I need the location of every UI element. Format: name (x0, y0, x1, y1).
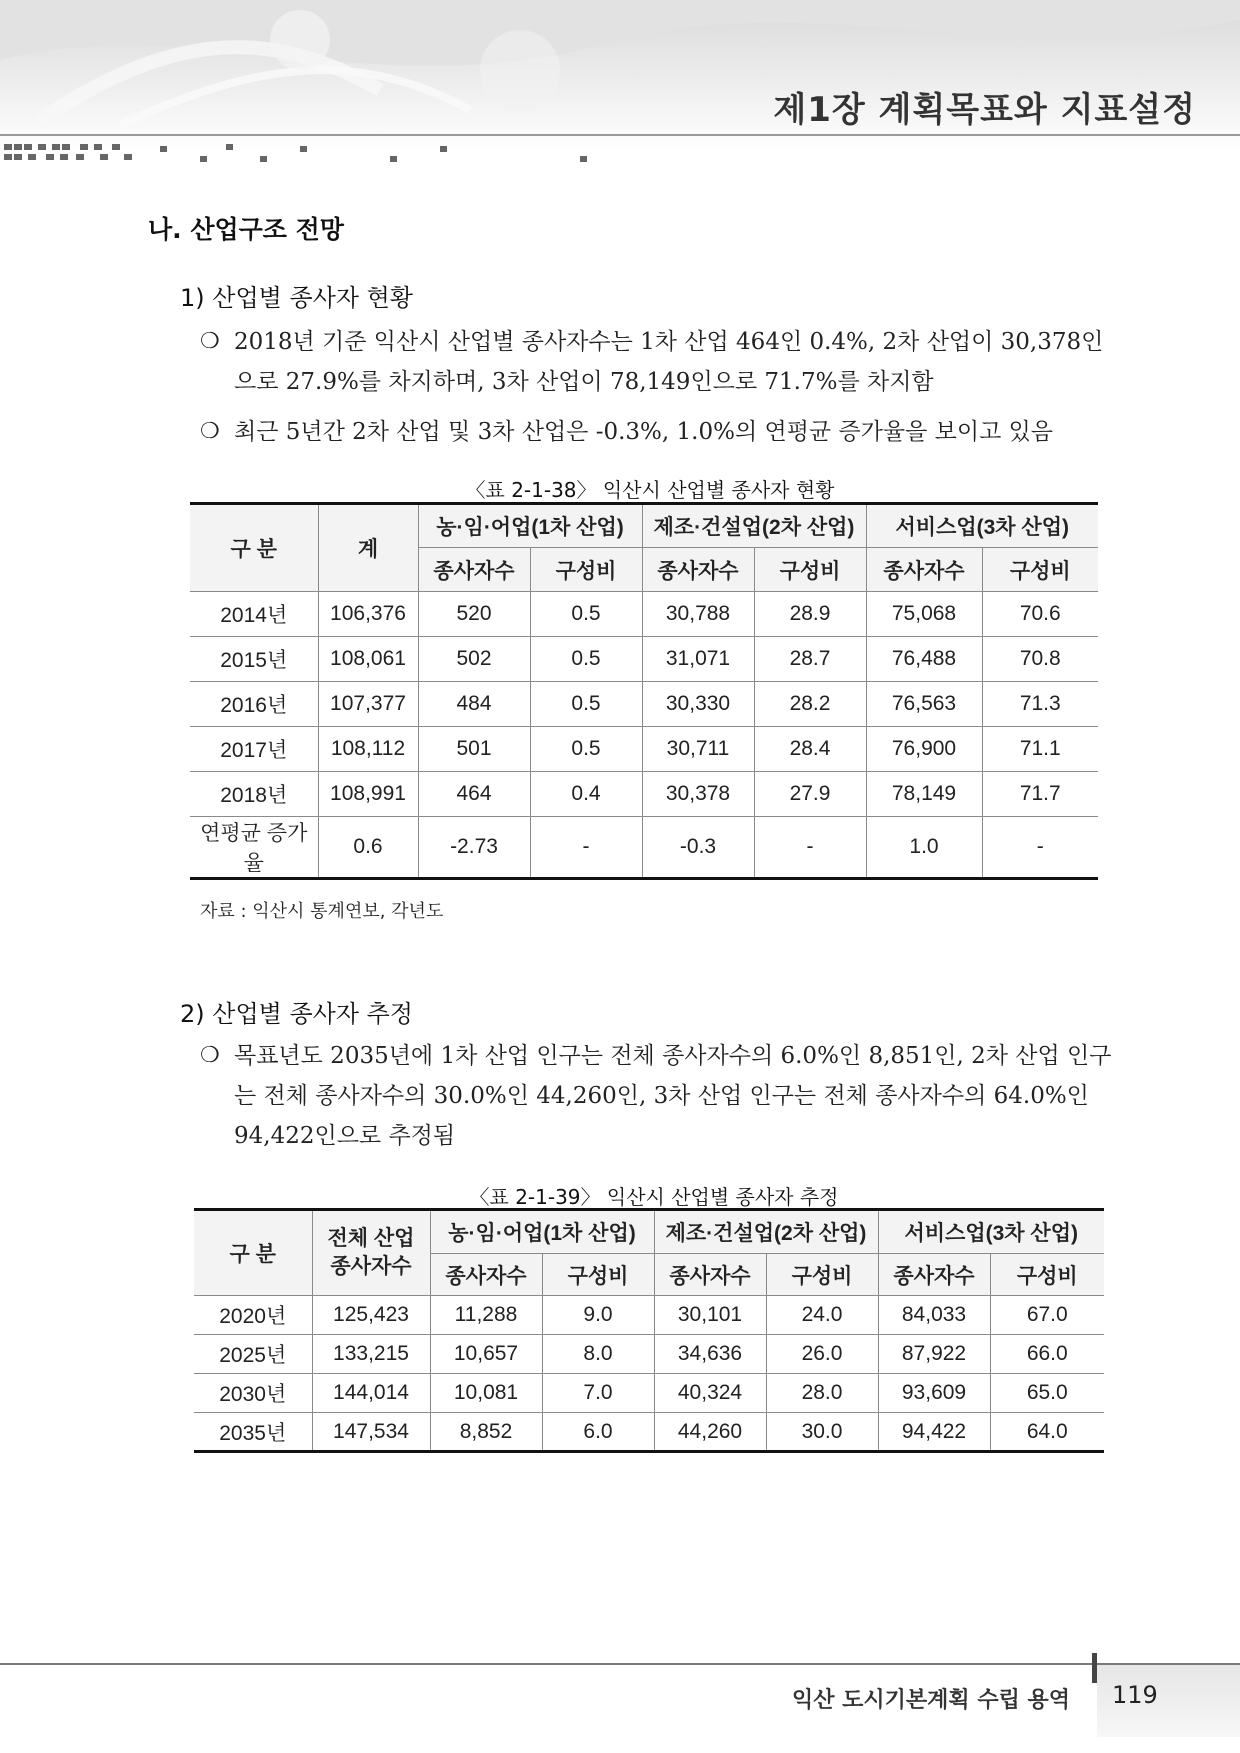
table-cell: 0.6 (318, 817, 418, 879)
table-row (194, 1296, 1104, 1335)
table-cell: -0.3 (642, 817, 754, 879)
table-cell: 501 (418, 727, 530, 772)
table-cell: 28.4 (754, 727, 866, 772)
table-cell: - (982, 817, 1098, 879)
paragraph-text: 최근 5년간 2차 산업 및 3차 산업은 -0.3%, 1.0%의 연평균 증가율을 보이고 있음 (234, 419, 1054, 445)
table-cell: 30.0 (766, 1413, 878, 1452)
table-cell: 1.0 (866, 817, 982, 879)
page-number: 119 (1112, 1681, 1158, 1709)
table-cell: 28.0 (766, 1374, 878, 1413)
table-cell: 75,068 (866, 592, 982, 637)
table-row (194, 1413, 1104, 1452)
table-cell: 502 (418, 637, 530, 682)
table-cell: 76,900 (866, 727, 982, 772)
table-cell: 0.5 (530, 637, 642, 682)
table-caption-2: 〈표 2-1-39〉 익산시 산업별 종사자 추정 (469, 1185, 839, 1209)
table-cell: 11,288 (430, 1296, 542, 1335)
employment-status-table (190, 502, 1098, 880)
paragraph-text: 목표년도 2035년에 1차 산업 인구는 전체 종사자수의 6.0%인 8,851인, 2차 산업 인구는 전체 종사자수의 30.0%인 44,260인, 3차 산업 인구는 전체 종사자수의 64.0%인 94,422인으로 추정됨 (234, 1043, 1112, 1149)
table-cell: 76,488 (866, 637, 982, 682)
header-category: 구 분 (194, 1210, 312, 1296)
table-cell: 28.7 (754, 637, 866, 682)
header-workers: 종사자수 (430, 1254, 542, 1296)
subsection-heading-1: 1) 산업별 종사자 현황 (180, 284, 413, 312)
paragraph-3 (200, 1036, 1120, 1156)
table-cell: 108,991 (318, 772, 418, 817)
row-label-cell: 2016년 (190, 682, 318, 727)
header-ratio: 구성비 (542, 1254, 654, 1296)
table-cell: 8,852 (430, 1413, 542, 1452)
row-label-cell: 2025년 (194, 1335, 312, 1374)
table-cell: 6.0 (542, 1413, 654, 1452)
table-row (194, 1374, 1104, 1413)
table-cell: 9.0 (542, 1296, 654, 1335)
table-cell: 65.0 (990, 1374, 1104, 1413)
table-cell: 44,260 (654, 1413, 766, 1452)
table-cell: 28.2 (754, 682, 866, 727)
paragraph-1 (200, 322, 1120, 402)
table-row (190, 592, 1098, 637)
table-cell: 30,378 (642, 772, 754, 817)
table-row (194, 1335, 1104, 1374)
table-cell: 30,788 (642, 592, 754, 637)
table-cell: 70.6 (982, 592, 1098, 637)
decorative-pixel-icon (0, 142, 620, 166)
bullet-icon: ❍ (200, 1043, 220, 1068)
header-workers: 종사자수 (654, 1254, 766, 1296)
header-tertiary: 서비스업(3차 산업) (866, 504, 1098, 548)
section-heading: 나. 산업구조 전망 (148, 215, 344, 244)
header-workers: 종사자수 (418, 548, 530, 592)
table-cell: 76,563 (866, 682, 982, 727)
table-cell: 107,377 (318, 682, 418, 727)
table-cell: 27.9 (754, 772, 866, 817)
table-cell: 94,422 (878, 1413, 990, 1452)
table-cell: 108,112 (318, 727, 418, 772)
row-label-cell: 2014년 (190, 592, 318, 637)
header-workers: 종사자수 (866, 548, 982, 592)
table-cell: 87,922 (878, 1335, 990, 1374)
table-cell: 78,149 (866, 772, 982, 817)
header-ratio: 구성비 (766, 1254, 878, 1296)
bullet-icon: ❍ (200, 419, 220, 444)
table-cell: 0.5 (530, 727, 642, 772)
header-workers: 종사자수 (878, 1254, 990, 1296)
table-cell: 64.0 (990, 1413, 1104, 1452)
table-cell: 520 (418, 592, 530, 637)
table-cell: 71.7 (982, 772, 1098, 817)
header-workers: 종사자수 (642, 548, 754, 592)
table-cell: 24.0 (766, 1296, 878, 1335)
table-cell: 30,101 (654, 1296, 766, 1335)
table-cell: 28.9 (754, 592, 866, 637)
table-cell: 464 (418, 772, 530, 817)
table-row (190, 727, 1098, 772)
table-cell: 26.0 (766, 1335, 878, 1374)
table-cell: 71.3 (982, 682, 1098, 727)
table-cell: - (754, 817, 866, 879)
paragraph-text: 2018년 기준 익산시 산업별 종사자수는 1차 산업 464인 0.4%, 2차 산업이 30,378인으로 27.9%를 차지하며, 3차 산업이 78,149인으로 71.7%를 차지함 (234, 329, 1104, 395)
page-header (0, 0, 1240, 150)
header-primary: 농·임·어업(1차 산업) (418, 504, 642, 548)
header-ratio: 구성비 (982, 548, 1098, 592)
footer-bar (1092, 1653, 1097, 1683)
employment-estimate-table (194, 1208, 1104, 1453)
row-label-cell: 2035년 (194, 1413, 312, 1452)
table-cell: 8.0 (542, 1335, 654, 1374)
header-secondary: 제조·건설업(2차 산업) (642, 504, 866, 548)
header-secondary: 제조·건설업(2차 산업) (654, 1210, 878, 1254)
header-total-line2: 종사자수 (330, 1255, 412, 1278)
table-row (190, 682, 1098, 727)
paragraph-2 (200, 412, 1120, 452)
table-cell: 106,376 (318, 592, 418, 637)
table-cell: 30,330 (642, 682, 754, 727)
header-ratio: 구성비 (754, 548, 866, 592)
header-tertiary: 서비스업(3차 산업) (878, 1210, 1104, 1254)
row-label-cell: 2020년 (194, 1296, 312, 1335)
header-category: 구 분 (190, 504, 318, 592)
header-rule (0, 134, 1240, 136)
table-cell: 0.5 (530, 682, 642, 727)
table-cell: 40,324 (654, 1374, 766, 1413)
header-primary: 농·임·어업(1차 산업) (430, 1210, 654, 1254)
table-cell: 66.0 (990, 1335, 1104, 1374)
header-total-line1: 전체 산업 (327, 1227, 415, 1250)
table-source: 자료 : 익산시 통계연보, 각년도 (200, 901, 444, 922)
table-row (190, 772, 1098, 817)
footer-rule (0, 1663, 1240, 1665)
table-cell: 147,534 (312, 1413, 430, 1452)
table-cell: 133,215 (312, 1335, 430, 1374)
table-cell: - (530, 817, 642, 879)
table-cell: 34,636 (654, 1335, 766, 1374)
table-cell: 125,423 (312, 1296, 430, 1335)
table-cell: 67.0 (990, 1296, 1104, 1335)
table-cell: 144,014 (312, 1374, 430, 1413)
row-label-cell: 2017년 (190, 727, 318, 772)
header-ratio: 구성비 (990, 1254, 1104, 1296)
table-caption-1: 〈표 2-1-38〉 익산시 산업별 종사자 현황 (465, 478, 835, 502)
table-cell: 71.1 (982, 727, 1098, 772)
table-cell: 93,609 (878, 1374, 990, 1413)
table-cell: 0.5 (530, 592, 642, 637)
table-cell: -2.73 (418, 817, 530, 879)
table-cell: 31,071 (642, 637, 754, 682)
table-cell: 70.8 (982, 637, 1098, 682)
table-cell: 108,061 (318, 637, 418, 682)
table-row (190, 637, 1098, 682)
table-cell: 30,711 (642, 727, 754, 772)
bullet-icon: ❍ (200, 329, 220, 354)
table-row (190, 817, 1098, 879)
header-ratio: 구성비 (530, 548, 642, 592)
footer-title: 익산 도시기본계획 수립 용역 (791, 1688, 1070, 1713)
table-cell: 484 (418, 682, 530, 727)
chapter-title: 제1장 계획목표와 지표설정 (773, 90, 1196, 130)
row-label-cell: 연평균 증가율 (190, 817, 318, 879)
table-cell: 7.0 (542, 1374, 654, 1413)
header-total: 계 (318, 504, 418, 592)
table-cell: 0.4 (530, 772, 642, 817)
header-total (312, 1210, 430, 1296)
row-label-cell: 2030년 (194, 1374, 312, 1413)
row-label-cell: 2015년 (190, 637, 318, 682)
subsection-heading-2: 2) 산업별 종사자 추정 (180, 1000, 413, 1028)
row-label-cell: 2018년 (190, 772, 318, 817)
table-cell: 10,657 (430, 1335, 542, 1374)
table-cell: 10,081 (430, 1374, 542, 1413)
table-cell: 84,033 (878, 1296, 990, 1335)
